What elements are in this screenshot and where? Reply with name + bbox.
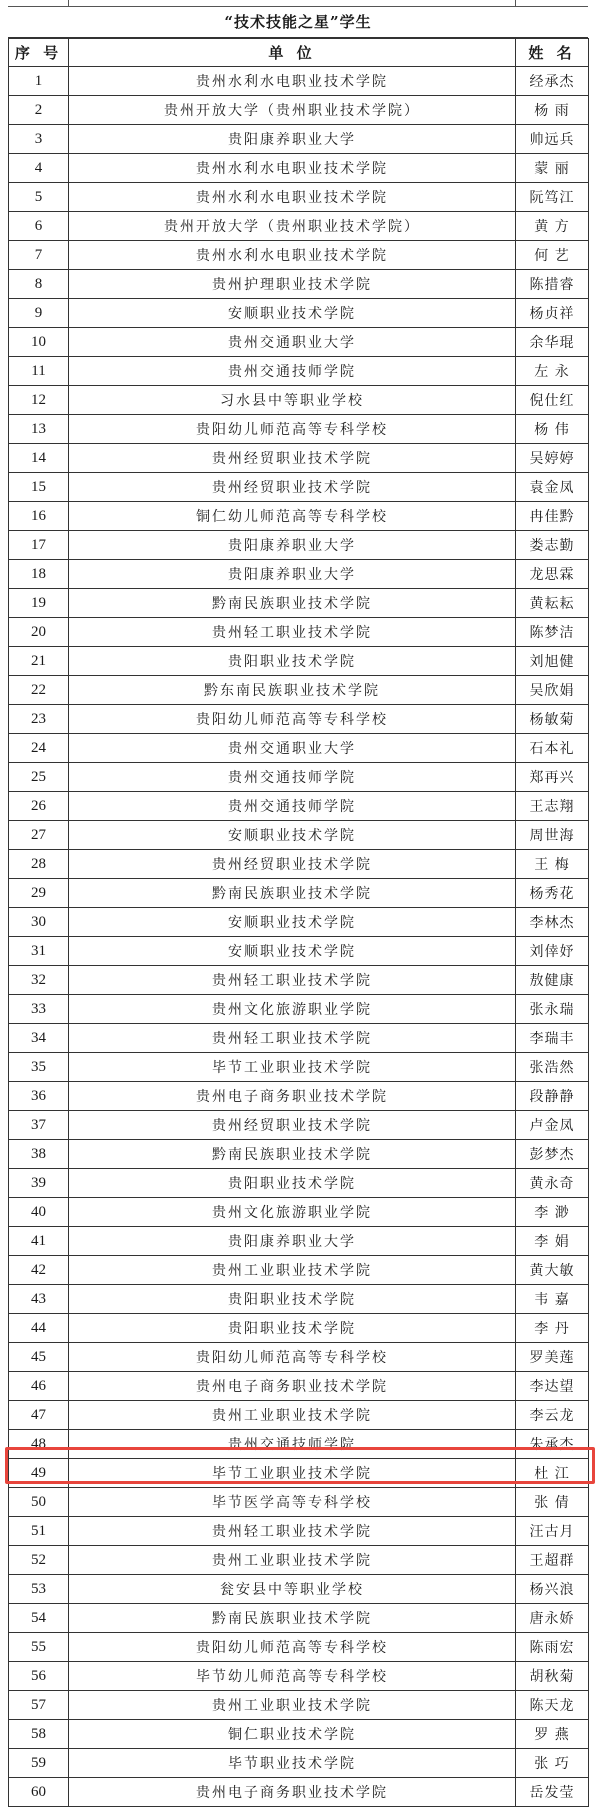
table-row	[9, 1053, 589, 1082]
cell-unit: 铜仁职业技术学院	[69, 1720, 516, 1749]
cell-name: 张 倩	[516, 1488, 589, 1517]
cell-no: 47	[9, 1401, 69, 1430]
cell-name: 李瑞丰	[516, 1024, 589, 1053]
cell-name: 杨秀花	[516, 879, 589, 908]
table-row	[9, 1720, 589, 1749]
cell-name: 彭梦杰	[516, 1140, 589, 1169]
cell-unit: 贵阳康养职业大学	[69, 125, 516, 154]
header-name: 姓 名	[516, 39, 589, 67]
cell-unit: 贵州交通技师学院	[69, 792, 516, 821]
table-row	[9, 1024, 589, 1053]
cell-name: 陈梦洁	[516, 618, 589, 647]
cell-no: 56	[9, 1662, 69, 1691]
table-row	[9, 937, 589, 966]
cell-no: 5	[9, 183, 69, 212]
cell-unit: 贵州水利水电职业技术学院	[69, 154, 516, 183]
table-row	[9, 1517, 589, 1546]
cell-name: 罗 燕	[516, 1720, 589, 1749]
cell-no: 43	[9, 1285, 69, 1314]
cell-name: 杨 雨	[516, 96, 589, 125]
cell-unit: 安顺职业技术学院	[69, 299, 516, 328]
cell-unit: 贵州工业职业技术学院	[69, 1546, 516, 1575]
cell-no: 44	[9, 1314, 69, 1343]
award-list-sheet	[8, 0, 588, 1807]
cell-no: 37	[9, 1111, 69, 1140]
cell-unit: 毕节医学高等专科学校	[69, 1488, 516, 1517]
cell-no: 40	[9, 1198, 69, 1227]
cell-unit: 安顺职业技术学院	[69, 821, 516, 850]
cell-no: 27	[9, 821, 69, 850]
cell-name: 杜 江	[516, 1459, 589, 1488]
table-row	[9, 502, 589, 531]
cell-name: 汪古月	[516, 1517, 589, 1546]
cell-unit: 贵阳幼儿师范高等专科学校	[69, 1343, 516, 1372]
cell-no: 21	[9, 647, 69, 676]
cell-name: 左 永	[516, 357, 589, 386]
cell-no: 50	[9, 1488, 69, 1517]
cell-name: 黄 方	[516, 212, 589, 241]
cell-name: 李云龙	[516, 1401, 589, 1430]
cell-unit: 贵州交通职业大学	[69, 328, 516, 357]
cell-name: 石本礼	[516, 734, 589, 763]
cell-unit: 贵阳康养职业大学	[69, 531, 516, 560]
cell-unit: 贵阳幼儿师范高等专科学校	[69, 705, 516, 734]
cell-name: 陈雨宏	[516, 1633, 589, 1662]
cell-name: 黄耘耘	[516, 589, 589, 618]
cell-no: 1	[9, 67, 69, 96]
cell-name: 阮笃江	[516, 183, 589, 212]
cell-name: 黄永奇	[516, 1169, 589, 1198]
cell-unit: 黔南民族职业技术学院	[69, 589, 516, 618]
cell-unit: 贵阳职业技术学院	[69, 1314, 516, 1343]
cell-no: 52	[9, 1546, 69, 1575]
cell-no: 4	[9, 154, 69, 183]
cell-name: 王志翔	[516, 792, 589, 821]
cell-unit: 贵州护理职业技术学院	[69, 270, 516, 299]
cell-unit: 贵州水利水电职业技术学院	[69, 241, 516, 270]
cell-unit: 安顺职业技术学院	[69, 908, 516, 937]
cell-unit: 贵阳职业技术学院	[69, 1285, 516, 1314]
table-row	[9, 821, 589, 850]
table-row	[9, 1227, 589, 1256]
cell-no: 11	[9, 357, 69, 386]
table-row	[9, 1401, 589, 1430]
cell-unit: 贵州工业职业技术学院	[69, 1256, 516, 1285]
cell-name: 李 娟	[516, 1227, 589, 1256]
cell-unit: 贵州电子商务职业技术学院	[69, 1082, 516, 1111]
cell-no: 60	[9, 1778, 69, 1807]
table-row	[9, 1459, 589, 1488]
cell-unit: 毕节幼儿师范高等专科学校	[69, 1662, 516, 1691]
cell-no: 26	[9, 792, 69, 821]
cell-unit: 贵州交通技师学院	[69, 357, 516, 386]
cell-unit: 贵州交通职业大学	[69, 734, 516, 763]
cell-name: 余华琨	[516, 328, 589, 357]
cell-no: 13	[9, 415, 69, 444]
cell-unit: 黔南民族职业技术学院	[69, 879, 516, 908]
cell-no: 10	[9, 328, 69, 357]
cell-no: 38	[9, 1140, 69, 1169]
cell-name: 罗美莲	[516, 1343, 589, 1372]
table-row	[9, 647, 589, 676]
cell-no: 57	[9, 1691, 69, 1720]
cell-name: 龙思霖	[516, 560, 589, 589]
cell-no: 15	[9, 473, 69, 502]
cell-name: 张 巧	[516, 1749, 589, 1778]
cell-no: 17	[9, 531, 69, 560]
cell-name: 胡秋菊	[516, 1662, 589, 1691]
table-row	[9, 1662, 589, 1691]
cell-name: 郑再兴	[516, 763, 589, 792]
table-row	[9, 125, 589, 154]
cell-name: 蒙 丽	[516, 154, 589, 183]
table-row	[9, 212, 589, 241]
table-header-row	[9, 39, 589, 67]
cell-no: 7	[9, 241, 69, 270]
cell-unit: 贵州电子商务职业技术学院	[69, 1778, 516, 1807]
cell-unit: 贵州水利水电职业技术学院	[69, 67, 516, 96]
cell-unit: 贵州轻工职业技术学院	[69, 1024, 516, 1053]
cell-name: 王超群	[516, 1546, 589, 1575]
cell-no: 55	[9, 1633, 69, 1662]
table-row	[9, 1169, 589, 1198]
table-row	[9, 154, 589, 183]
cell-name: 李 丹	[516, 1314, 589, 1343]
cell-name: 杨 伟	[516, 415, 589, 444]
cell-unit: 贵州工业职业技术学院	[69, 1691, 516, 1720]
table-row	[9, 792, 589, 821]
table-row	[9, 1633, 589, 1662]
cell-no: 12	[9, 386, 69, 415]
table-row	[9, 1575, 589, 1604]
cell-no: 49	[9, 1459, 69, 1488]
table-row	[9, 589, 589, 618]
cell-unit: 贵阳幼儿师范高等专科学校	[69, 1633, 516, 1662]
table-row	[9, 444, 589, 473]
cell-name: 娄志勤	[516, 531, 589, 560]
table-row	[9, 1198, 589, 1227]
cell-no: 3	[9, 125, 69, 154]
cell-unit: 贵阳康养职业大学	[69, 560, 516, 589]
cell-no: 19	[9, 589, 69, 618]
student-table	[8, 38, 589, 1807]
cell-no: 29	[9, 879, 69, 908]
table-row	[9, 531, 589, 560]
table-row	[9, 183, 589, 212]
table-row	[9, 1256, 589, 1285]
table-row	[9, 241, 589, 270]
table-body	[9, 67, 589, 1807]
cell-unit: 黔东南民族职业技术学院	[69, 676, 516, 705]
table-row	[9, 357, 589, 386]
table-row	[9, 1546, 589, 1575]
cell-no: 14	[9, 444, 69, 473]
cell-name: 倪仕红	[516, 386, 589, 415]
cell-no: 45	[9, 1343, 69, 1372]
table-row	[9, 299, 589, 328]
cell-name: 周世海	[516, 821, 589, 850]
table-row	[9, 734, 589, 763]
cell-no: 58	[9, 1720, 69, 1749]
table-row	[9, 1111, 589, 1140]
cell-name: 卢金凤	[516, 1111, 589, 1140]
cell-unit: 贵州水利水电职业技术学院	[69, 183, 516, 212]
cell-no: 2	[9, 96, 69, 125]
cell-no: 36	[9, 1082, 69, 1111]
table-row	[9, 1691, 589, 1720]
cell-unit: 铜仁幼儿师范高等专科学校	[69, 502, 516, 531]
table-row	[9, 386, 589, 415]
cell-unit: 毕节工业职业技术学院	[69, 1053, 516, 1082]
table-row	[9, 908, 589, 937]
table-row	[9, 676, 589, 705]
cell-unit: 贵阳职业技术学院	[69, 1169, 516, 1198]
cell-name: 张永瑞	[516, 995, 589, 1024]
cell-no: 16	[9, 502, 69, 531]
table-row	[9, 763, 589, 792]
table-row	[9, 1285, 589, 1314]
table-row	[9, 1430, 589, 1459]
cell-no: 35	[9, 1053, 69, 1082]
cell-no: 6	[9, 212, 69, 241]
table-row	[9, 705, 589, 734]
table-row	[9, 560, 589, 589]
cell-no: 33	[9, 995, 69, 1024]
cell-no: 25	[9, 763, 69, 792]
table-row	[9, 879, 589, 908]
table-row	[9, 96, 589, 125]
cell-no: 8	[9, 270, 69, 299]
cell-name: 唐永娇	[516, 1604, 589, 1633]
cell-name: 杨敏菊	[516, 705, 589, 734]
cell-no: 23	[9, 705, 69, 734]
cell-no: 39	[9, 1169, 69, 1198]
cell-no: 51	[9, 1517, 69, 1546]
cell-unit: 瓮安县中等职业学校	[69, 1575, 516, 1604]
cell-name: 何 艺	[516, 241, 589, 270]
cell-name: 岳发莹	[516, 1778, 589, 1807]
table-row	[9, 1604, 589, 1633]
table-row	[9, 1140, 589, 1169]
cell-name: 刘旭健	[516, 647, 589, 676]
cell-unit: 毕节工业职业技术学院	[69, 1459, 516, 1488]
table-row	[9, 1488, 589, 1517]
cell-name: 李达望	[516, 1372, 589, 1401]
table-row	[9, 328, 589, 357]
cell-name: 杨兴浪	[516, 1575, 589, 1604]
cell-name: 王 梅	[516, 850, 589, 879]
cell-name: 吴欣娟	[516, 676, 589, 705]
cell-unit: 贵州工业职业技术学院	[69, 1401, 516, 1430]
table-row	[9, 850, 589, 879]
cell-unit: 贵阳康养职业大学	[69, 1227, 516, 1256]
cell-name: 陈天龙	[516, 1691, 589, 1720]
cell-unit: 贵州经贸职业技术学院	[69, 850, 516, 879]
cell-unit: 贵州轻工职业技术学院	[69, 618, 516, 647]
cell-no: 59	[9, 1749, 69, 1778]
cell-no: 28	[9, 850, 69, 879]
cell-unit: 安顺职业技术学院	[69, 937, 516, 966]
table-row	[9, 995, 589, 1024]
table-row	[9, 415, 589, 444]
cell-name: 敖健康	[516, 966, 589, 995]
cell-unit: 贵阳幼儿师范高等专科学校	[69, 415, 516, 444]
cell-unit: 贵州开放大学（贵州职业技术学院）	[69, 96, 516, 125]
table-row	[9, 1314, 589, 1343]
cell-unit: 黔南民族职业技术学院	[69, 1604, 516, 1633]
cell-name: 张浩然	[516, 1053, 589, 1082]
cell-unit: 贵州开放大学（贵州职业技术学院）	[69, 212, 516, 241]
cell-name: 吴婷婷	[516, 444, 589, 473]
cell-name: 朱承杰	[516, 1430, 589, 1459]
cell-no: 32	[9, 966, 69, 995]
cell-unit: 贵州文化旅游职业学院	[69, 1198, 516, 1227]
cell-name: 袁金凤	[516, 473, 589, 502]
header-no: 序 号	[9, 39, 69, 67]
table-row	[9, 270, 589, 299]
cell-unit: 贵州经贸职业技术学院	[69, 473, 516, 502]
cell-unit: 贵州经贸职业技术学院	[69, 444, 516, 473]
cell-name: 冉佳黔	[516, 502, 589, 531]
table-row	[9, 618, 589, 647]
cell-no: 34	[9, 1024, 69, 1053]
table-row	[9, 966, 589, 995]
cell-unit: 毕节职业技术学院	[69, 1749, 516, 1778]
cell-name: 段静静	[516, 1082, 589, 1111]
cell-name: 韦 嘉	[516, 1285, 589, 1314]
cell-unit: 贵州电子商务职业技术学院	[69, 1372, 516, 1401]
table-row	[9, 473, 589, 502]
section-title: “技术技能之星”学生	[8, 7, 588, 38]
cell-name: 黄大敏	[516, 1256, 589, 1285]
cell-name: 帅远兵	[516, 125, 589, 154]
cell-name: 李 渺	[516, 1198, 589, 1227]
cell-unit: 贵州文化旅游职业学院	[69, 995, 516, 1024]
table-row	[9, 1749, 589, 1778]
cell-no: 48	[9, 1430, 69, 1459]
table-row	[9, 1343, 589, 1372]
cell-name: 李林杰	[516, 908, 589, 937]
table-row	[9, 1082, 589, 1111]
cell-unit: 贵州经贸职业技术学院	[69, 1111, 516, 1140]
table-row	[9, 67, 589, 96]
cell-unit: 黔南民族职业技术学院	[69, 1140, 516, 1169]
cell-name: 经承杰	[516, 67, 589, 96]
cell-no: 22	[9, 676, 69, 705]
cell-name: 陈措睿	[516, 270, 589, 299]
cell-unit: 习水县中等职业学校	[69, 386, 516, 415]
cell-name: 杨贞祥	[516, 299, 589, 328]
cell-name: 刘倖妤	[516, 937, 589, 966]
cell-no: 20	[9, 618, 69, 647]
cell-unit: 贵州轻工职业技术学院	[69, 966, 516, 995]
cell-no: 24	[9, 734, 69, 763]
previous-section-edge	[8, 0, 588, 7]
cell-no: 41	[9, 1227, 69, 1256]
header-unit: 单 位	[69, 39, 516, 67]
cell-no: 54	[9, 1604, 69, 1633]
cell-unit: 贵州交通技师学院	[69, 1430, 516, 1459]
table-row	[9, 1372, 589, 1401]
cell-no: 31	[9, 937, 69, 966]
cell-no: 9	[9, 299, 69, 328]
cell-no: 30	[9, 908, 69, 937]
cell-unit: 贵阳职业技术学院	[69, 647, 516, 676]
cell-unit: 贵州交通技师学院	[69, 763, 516, 792]
cell-no: 42	[9, 1256, 69, 1285]
table-row	[9, 1778, 589, 1807]
cell-no: 53	[9, 1575, 69, 1604]
cell-no: 46	[9, 1372, 69, 1401]
cell-unit: 贵州轻工职业技术学院	[69, 1517, 516, 1546]
cell-no: 18	[9, 560, 69, 589]
